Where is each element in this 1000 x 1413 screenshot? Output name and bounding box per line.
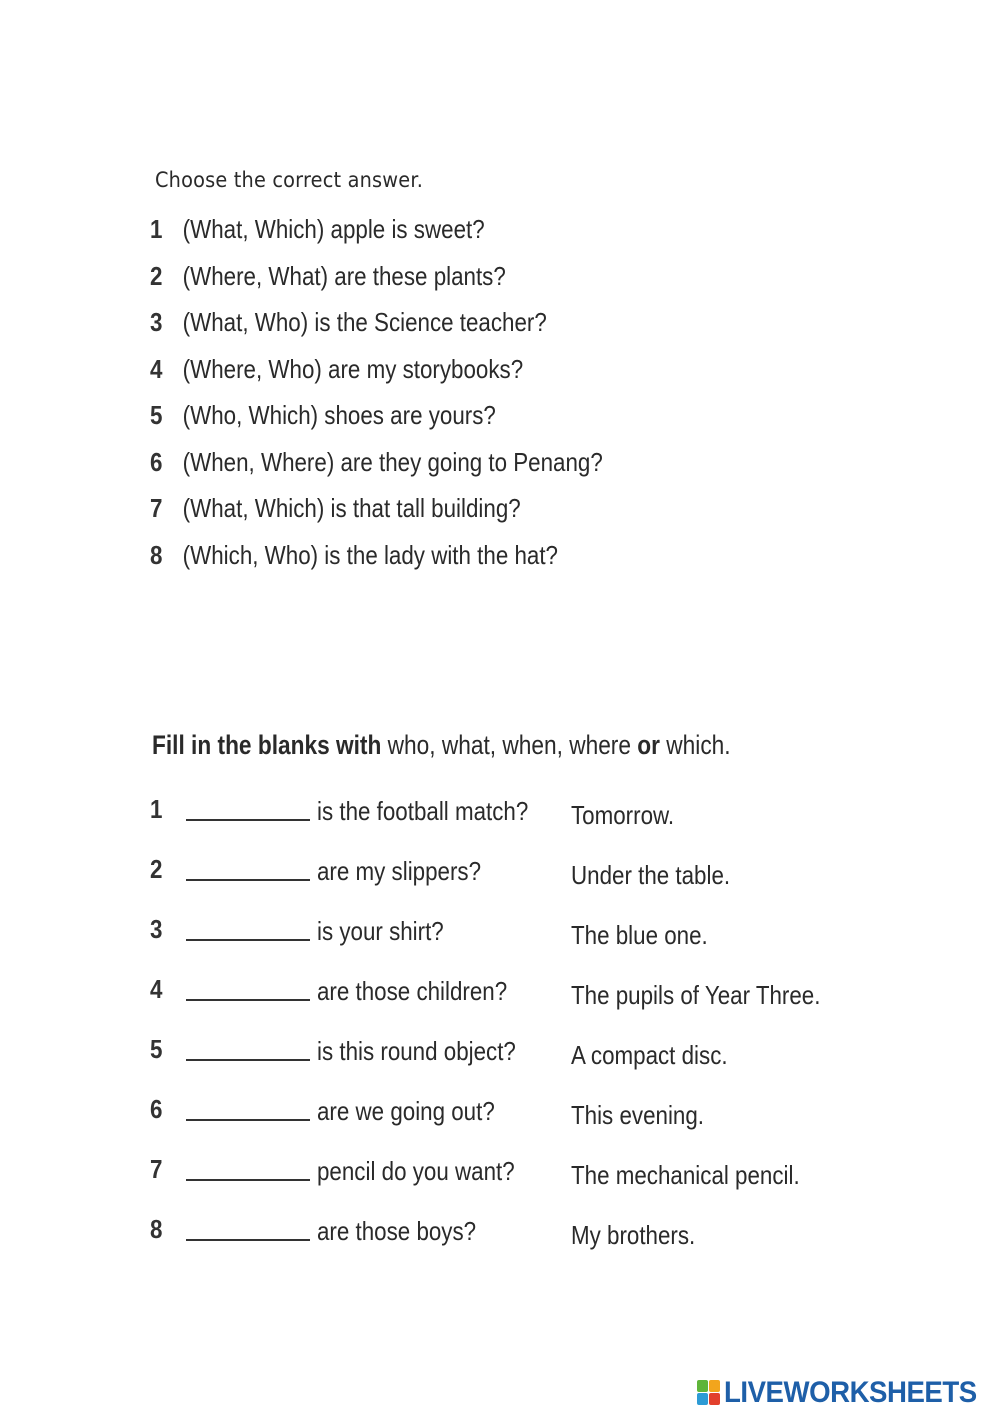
blank-field[interactable] [186,1179,310,1181]
title-word-which: which. [666,730,731,760]
question-number: 5 [150,400,163,430]
blank-field[interactable] [186,1239,310,1241]
question-text: (Which, Who) is the lady with the hat? [182,539,558,570]
item-question: is this round object? [317,1036,516,1066]
item-number: 7 [150,1154,163,1184]
item-question: are those boys? [317,1216,477,1246]
item-question: is the football match? [317,796,529,826]
question-number: 2 [150,260,163,291]
item-question: is your shirt? [317,916,444,946]
question-number: 7 [150,493,163,523]
item-answer: The mechanical pencil. [571,1160,800,1190]
list-item [150,447,603,494]
section2-title [152,730,731,761]
title-word-list: who, what, when, where [387,730,631,760]
question-number: 1 [150,214,163,244]
question-number: 8 [150,539,163,570]
list-item [150,354,603,401]
list-item [150,792,870,852]
question-text: (Where, What) are these plants? [182,260,506,291]
question-text: (What, Which) apple is sweet? [182,214,485,244]
item-answer: A compact disc. [571,1040,728,1070]
item-number: 8 [150,1214,163,1244]
liveworksheets-logo-icon [697,1380,721,1406]
list-item [150,1032,870,1092]
blank-field[interactable] [186,999,310,1001]
liveworksheets-logo[interactable] [697,1376,999,1410]
logo-text: LIVEWORKSHEETS [724,1376,977,1409]
item-number: 6 [150,1094,163,1124]
item-question: are we going out? [317,1096,495,1126]
question-text: (What, Which) is that tall building? [182,493,521,523]
list-item [150,493,603,540]
question-text: (What, Who) is the Science teacher? [182,307,547,337]
item-answer: Under the table. [571,860,731,890]
question-number: 3 [150,307,163,337]
fill-blanks-list [150,792,870,1272]
item-answer: The blue one. [571,920,708,950]
item-number: 5 [150,1034,163,1064]
item-answer: Tomorrow. [571,800,675,830]
question-text: (When, Where) are they going to Penang? [182,446,603,477]
question-text: (Who, Which) shoes are yours? [182,400,496,430]
item-question: are those children? [317,976,508,1006]
item-number: 3 [150,914,163,944]
list-item [150,400,603,447]
list-item [150,972,870,1032]
list-item [150,852,870,912]
item-question: pencil do you want? [317,1156,515,1186]
list-item [150,912,870,972]
question-number: 4 [150,353,163,384]
section1-title: Choose the correct answer. [155,168,424,192]
choose-answer-list [150,214,677,586]
list-item [150,214,603,261]
blank-field[interactable] [186,1059,310,1061]
item-number: 1 [150,794,163,824]
item-answer: My brothers. [571,1220,696,1250]
list-item [150,540,603,587]
blank-field[interactable] [186,939,310,941]
list-item [150,1092,870,1152]
blank-field[interactable] [186,819,310,821]
item-answer: This evening. [571,1100,705,1130]
question-text: (Where, Who) are my storybooks? [182,353,524,384]
list-item [150,261,603,308]
item-answer: The pupils of Year Three. [571,980,821,1010]
item-number: 2 [150,854,163,884]
list-item [150,1152,870,1212]
list-item [150,1212,870,1272]
item-question: are my slippers? [317,856,482,886]
item-number: 4 [150,974,163,1004]
blank-field[interactable] [186,879,310,881]
title-bold-part: Fill in the blanks with [152,730,382,760]
title-or: or [637,730,660,760]
question-number: 6 [150,446,163,477]
list-item [150,307,603,354]
blank-field[interactable] [186,1119,310,1121]
